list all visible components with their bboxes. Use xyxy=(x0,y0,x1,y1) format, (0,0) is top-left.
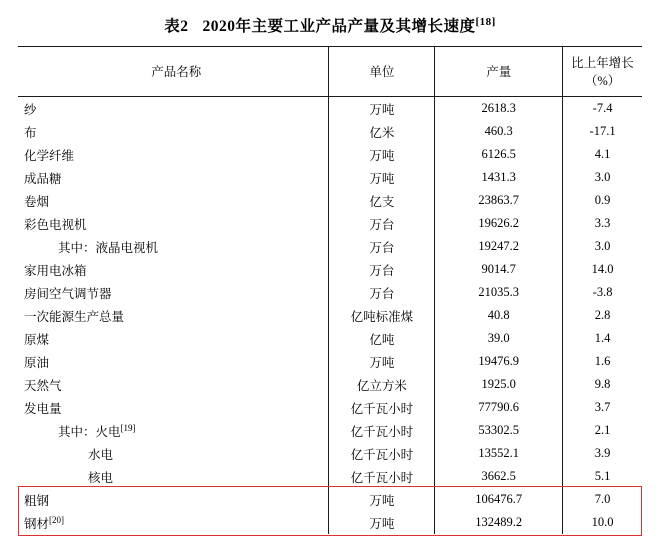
cell-unit: 万吨 xyxy=(329,350,435,373)
cell-product-name: 家用电冰箱 xyxy=(24,263,87,278)
table-row xyxy=(18,212,642,235)
cell-growth-value: 0.9 xyxy=(563,189,642,212)
table-row xyxy=(18,396,642,419)
cell-unit: 万台 xyxy=(329,235,435,258)
cell-output-value: 2618.3 xyxy=(435,97,563,121)
cell-growth-value: 3.7 xyxy=(563,396,642,419)
cell-unit: 亿米 xyxy=(329,120,435,143)
cell-unit: 万吨 xyxy=(329,97,435,121)
cell-unit: 万吨 xyxy=(329,143,435,166)
cell-unit: 万吨 xyxy=(329,488,435,511)
table-row xyxy=(18,120,642,143)
cell-growth-value: 7.0 xyxy=(563,488,642,511)
cell-growth-value: 3.9 xyxy=(563,442,642,465)
cell-output-value: 21035.3 xyxy=(435,281,563,304)
column-header-output: 产量 xyxy=(435,47,563,97)
cell-output-value: 6126.5 xyxy=(435,143,563,166)
cell-growth-value: 3.0 xyxy=(563,166,642,189)
cell-output-value: 19247.2 xyxy=(435,235,563,258)
cell-unit: 万台 xyxy=(329,258,435,281)
column-header-name: 产品名称 xyxy=(18,47,329,97)
table-title-ref: [18] xyxy=(475,15,496,28)
cell-product-name: 钢材[20] xyxy=(24,514,65,531)
cell-growth-value: 4.1 xyxy=(563,143,642,166)
cell-unit: 亿千瓦小时 xyxy=(329,442,435,465)
table-row xyxy=(18,166,642,189)
table-row xyxy=(18,143,642,166)
table-row xyxy=(18,189,642,212)
cell-output-value: 460.3 xyxy=(435,120,563,143)
table-body xyxy=(18,97,642,535)
cell-product-name: 卷烟 xyxy=(24,194,50,209)
cell-growth-value: 9.8 xyxy=(563,373,642,396)
cell-output-value: 39.0 xyxy=(435,327,563,350)
footnote-ref: [20] xyxy=(49,514,65,525)
table-row xyxy=(18,281,642,304)
cell-product-name: 水电 xyxy=(88,447,114,462)
table-row xyxy=(18,419,642,442)
cell-growth-value: -3.8 xyxy=(563,281,642,304)
cell-product-name: 核电 xyxy=(88,470,114,485)
cell-output-value: 13552.1 xyxy=(435,442,563,465)
column-header-unit: 单位 xyxy=(329,47,435,97)
footnote-ref: [19] xyxy=(120,422,136,433)
cell-product-name: 彩色电视机 xyxy=(24,217,87,232)
cell-growth-value: 5.1 xyxy=(563,465,642,488)
cell-unit: 亿吨标准煤 xyxy=(329,304,435,327)
cell-output-value: 19626.2 xyxy=(435,212,563,235)
cell-growth-value: -17.1 xyxy=(563,120,642,143)
cell-growth-value: 2.1 xyxy=(563,419,642,442)
cell-unit: 万吨 xyxy=(329,511,435,534)
cell-growth-value: 3.3 xyxy=(563,212,642,235)
cell-growth-value: 10.0 xyxy=(563,511,642,534)
cell-product-name: 布 xyxy=(24,125,37,140)
cell-unit: 亿千瓦小时 xyxy=(329,465,435,488)
table-row xyxy=(18,350,642,373)
cell-product-name: 原煤 xyxy=(24,332,50,347)
cell-output-value: 23863.7 xyxy=(435,189,563,212)
table-header xyxy=(18,47,642,97)
table-row xyxy=(18,235,642,258)
cell-product-name: 其中：火电[19] xyxy=(58,422,136,439)
table-row xyxy=(18,373,642,396)
table-number: 表2 xyxy=(164,18,189,35)
cell-growth-value: 2.8 xyxy=(563,304,642,327)
table-row xyxy=(18,511,642,534)
cell-output-value: 9014.7 xyxy=(435,258,563,281)
cell-growth-value: 3.0 xyxy=(563,235,642,258)
cell-growth-value: 14.0 xyxy=(563,258,642,281)
cell-output-value: 53302.5 xyxy=(435,419,563,442)
cell-unit: 万吨 xyxy=(329,166,435,189)
cell-growth-value: -7.4 xyxy=(563,97,642,121)
cell-product-name: 粗钢 xyxy=(24,493,50,508)
table-row xyxy=(18,97,642,121)
cell-unit: 亿千瓦小时 xyxy=(329,396,435,419)
cell-output-value: 106476.7 xyxy=(435,488,563,511)
industrial-output-table xyxy=(18,46,642,534)
table-row xyxy=(18,327,642,350)
cell-unit: 万台 xyxy=(329,212,435,235)
table-row xyxy=(18,442,642,465)
cell-growth-value: 1.6 xyxy=(563,350,642,373)
table-title xyxy=(18,0,642,46)
cell-product-name: 房间空气调节器 xyxy=(24,286,112,301)
cell-product-name: 成品糖 xyxy=(24,171,62,186)
cell-growth-value: 1.4 xyxy=(563,327,642,350)
table-header-row xyxy=(18,47,642,97)
cell-unit: 亿支 xyxy=(329,189,435,212)
cell-product-name: 天然气 xyxy=(24,378,62,393)
cell-output-value: 1925.0 xyxy=(435,373,563,396)
cell-product-name: 发电量 xyxy=(24,401,62,416)
cell-output-value: 3662.5 xyxy=(435,465,563,488)
cell-output-value: 40.8 xyxy=(435,304,563,327)
cell-unit: 亿立方米 xyxy=(329,373,435,396)
cell-unit: 亿千瓦小时 xyxy=(329,419,435,442)
table-row xyxy=(18,488,642,511)
cell-product-name: 化学纤维 xyxy=(24,148,75,163)
cell-product-name: 一次能源生产总量 xyxy=(24,309,125,324)
table-row xyxy=(18,465,642,488)
cell-unit: 亿吨 xyxy=(329,327,435,350)
column-header-growth: 比上年增长（%） xyxy=(563,47,642,97)
table-title-text: 2020年主要工业产品产量及其增长速度 xyxy=(202,18,476,35)
cell-product-name: 纱 xyxy=(24,102,37,117)
cell-output-value: 132489.2 xyxy=(435,511,563,534)
table-row xyxy=(18,304,642,327)
cell-output-value: 19476.9 xyxy=(435,350,563,373)
table-row xyxy=(18,258,642,281)
cell-product-name: 原油 xyxy=(24,355,50,370)
cell-unit: 万台 xyxy=(329,281,435,304)
cell-output-value: 1431.3 xyxy=(435,166,563,189)
cell-product-name: 其中：液晶电视机 xyxy=(58,240,159,255)
cell-output-value: 77790.6 xyxy=(435,396,563,419)
